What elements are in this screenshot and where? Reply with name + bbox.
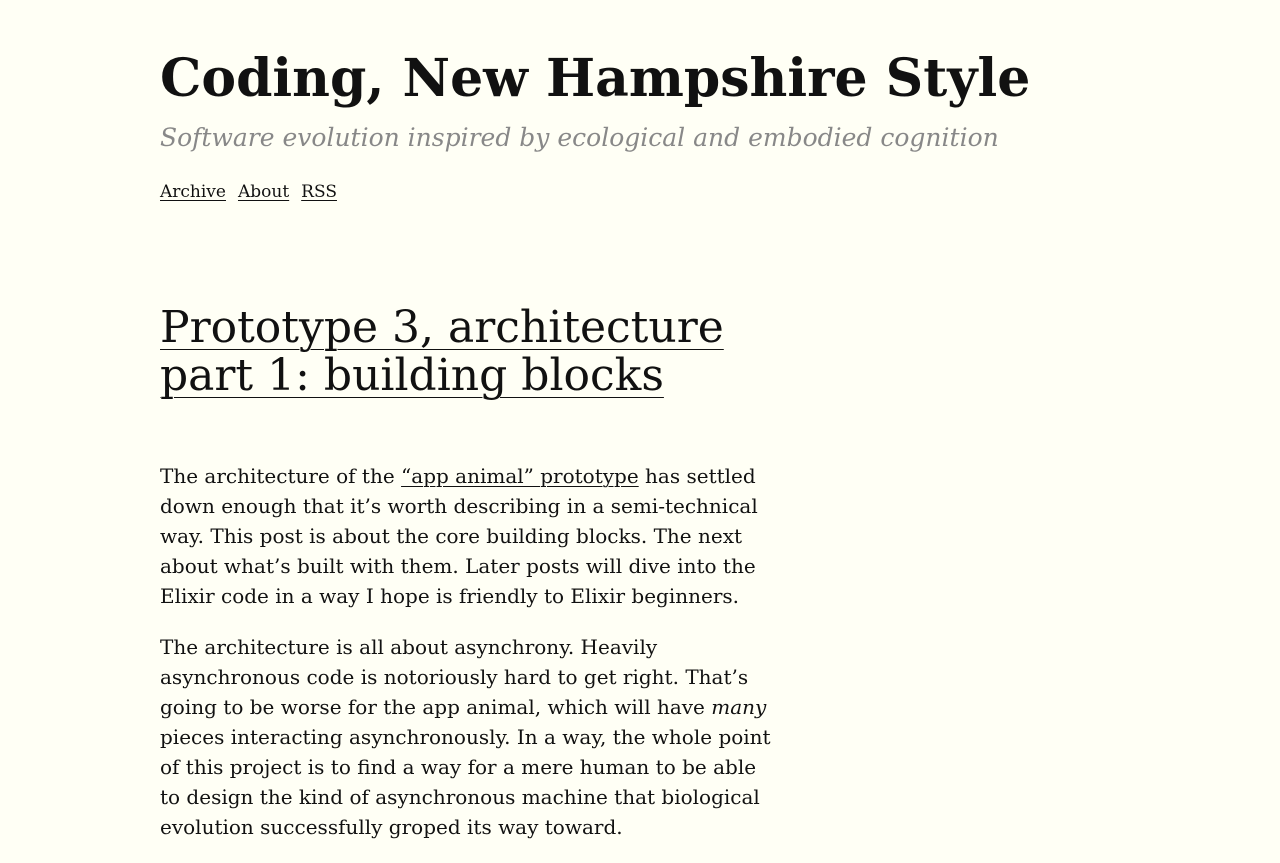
- site-nav: [160, 180, 349, 204]
- p2-text-after-em: pieces interacting asynchronously. In a way, the whole point of this project is to find a way for a mere human to be able to design the kind of asynchronous machine that biological evolution successfully groped its way toward.: [160, 725, 771, 839]
- nav-about-link[interactable]: About: [237, 182, 290, 202]
- p2-text-before-em: The architecture is all about asynchrony. Heavily asynchronous code is notoriously hard to get right. That’s going to be worse for the app animal, which will have: [160, 635, 749, 719]
- p1-text-after-link: has settled down enough that it’s worth describing in a semi-technical way. This post is about the core building blocks. The next about what’s built with them. Later posts will dive into the Elixir code in a way I hope is friendly to Elixir beginners.: [160, 464, 758, 608]
- p1-text-before-link: The architecture of the: [160, 464, 402, 488]
- nav-archive-link[interactable]: Archive: [160, 182, 226, 202]
- site-title: Coding, New Hampshire Style: [160, 48, 1031, 109]
- post-body: [160, 461, 780, 863]
- post-paragraph-2: [160, 632, 780, 842]
- post-paragraph-1: [160, 461, 780, 611]
- nav-rss-link[interactable]: RSS: [301, 182, 337, 202]
- post-title-link[interactable]: Prototype 3, architecture part 1: building blocks: [160, 302, 724, 401]
- app-animal-prototype-link[interactable]: “app animal” prototype: [401, 464, 639, 488]
- p2-emphasis-many: many: [711, 695, 767, 719]
- post-title: [160, 304, 800, 400]
- site-subtitle: Software evolution inspired by ecological and embodied cognition: [160, 123, 999, 152]
